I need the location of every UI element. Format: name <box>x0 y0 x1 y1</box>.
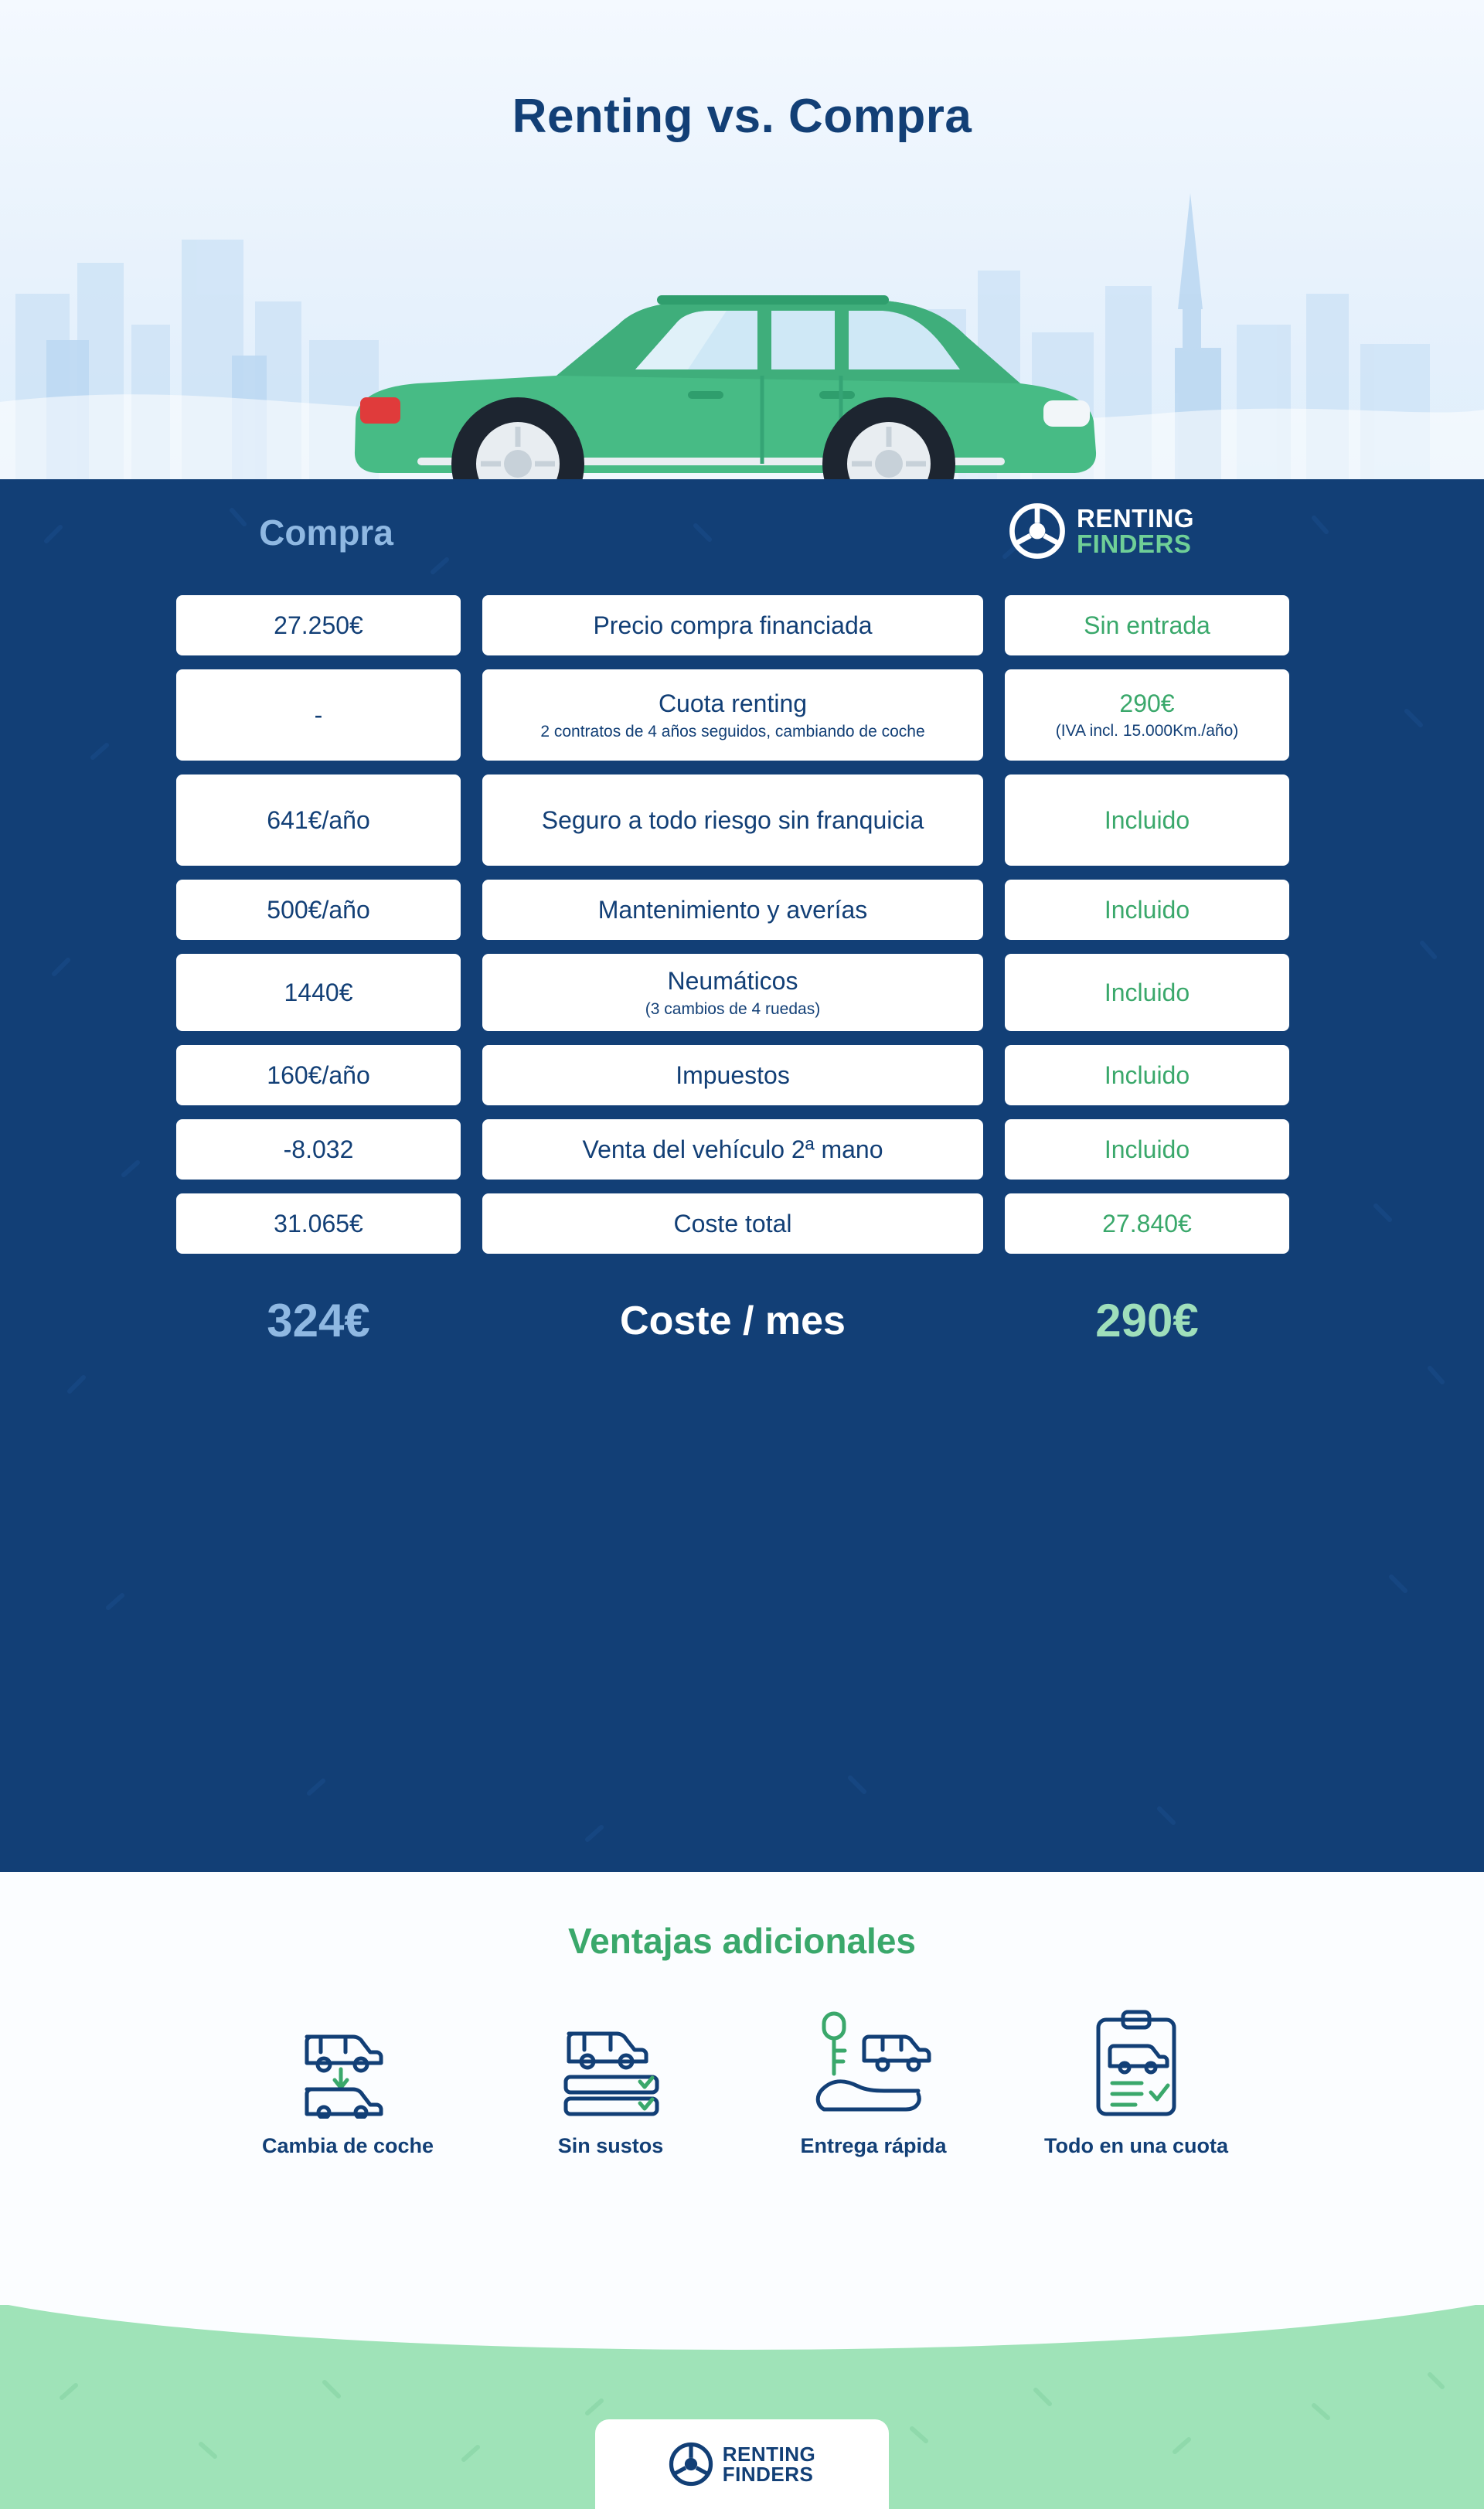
advantages-list <box>0 1999 1484 2160</box>
label-subtext: (3 cambios de 4 ruedas) <box>645 1000 821 1019</box>
row-label <box>482 774 983 866</box>
value-text: -8.032 <box>283 1135 354 1163</box>
row-left-value <box>176 1119 461 1180</box>
total-left-value: 324€ <box>267 1295 370 1346</box>
advantages-section <box>0 1872 1484 2305</box>
value-subtext: (IVA incl. 15.000Km./año) <box>1055 721 1239 740</box>
value-text: Incluido <box>1104 1060 1190 1089</box>
value-text: 1440€ <box>284 978 353 1006</box>
row-right-value <box>1005 595 1289 655</box>
label-text: Impuestos <box>676 1061 790 1089</box>
advantage-label: Sin sustos <box>557 2134 664 2157</box>
value-text: 290€ <box>1119 689 1175 717</box>
value-text: 31.065€ <box>274 1209 363 1237</box>
row-label <box>482 595 983 655</box>
row-label <box>482 1045 983 1105</box>
footer-logo-card <box>595 2419 889 2509</box>
value-text: 160€/año <box>267 1060 370 1089</box>
footer-logo-line-2: FINDERS <box>722 2463 814 2486</box>
row-left-value <box>176 954 461 1031</box>
logo-line-2: FINDERS <box>1077 529 1192 558</box>
car-checklist-icon <box>510 1999 711 2123</box>
clipboard-car-icon <box>1036 1999 1237 2123</box>
green-suv-illustration <box>325 232 1121 479</box>
row-left-value <box>176 1045 461 1105</box>
value-text: Sin entrada <box>1084 611 1210 639</box>
total-label: Coste / mes <box>620 1298 846 1343</box>
comparison-section <box>0 479 1484 1872</box>
advantage-item <box>1036 1999 1237 2160</box>
value-text: 641€/año <box>267 805 370 834</box>
row-left-value <box>176 880 461 940</box>
column-headers <box>0 479 1484 595</box>
table-row <box>176 1045 1308 1105</box>
value-text: 500€/año <box>267 895 370 924</box>
value-text: Incluido <box>1104 895 1190 924</box>
label-text: Seguro a todo riesgo sin franquicia <box>541 806 924 834</box>
table-row <box>176 669 1308 761</box>
value-text: 27.840€ <box>1102 1209 1192 1237</box>
table-row <box>176 1193 1308 1254</box>
row-label <box>482 669 983 761</box>
row-right-value <box>1005 669 1289 761</box>
label-text: Coste total <box>673 1210 792 1237</box>
car-swap-icon <box>247 1999 448 2123</box>
total-right-value: 290€ <box>1095 1295 1199 1346</box>
label-text: Cuota renting <box>658 689 808 718</box>
comparison-rows <box>0 595 1484 1254</box>
row-left-value <box>176 595 461 655</box>
footer-logo-line-1: RENTING <box>722 2443 816 2466</box>
table-row <box>176 1119 1308 1180</box>
value-text: Incluido <box>1104 1135 1190 1163</box>
row-left-value <box>176 669 461 761</box>
key-handover-icon <box>773 1999 974 2123</box>
steering-wheel-logo-icon <box>1009 502 1066 560</box>
label-text: Neumáticos <box>667 967 798 996</box>
advantage-label: Entrega rápida <box>800 2134 947 2157</box>
hero-section <box>0 0 1484 479</box>
row-label <box>482 1119 983 1180</box>
row-right-value <box>1005 880 1289 940</box>
advantage-label: Todo en una cuota <box>1044 2134 1228 2157</box>
steering-wheel-logo-icon <box>669 2442 713 2487</box>
total-row <box>0 1268 1484 1347</box>
row-label <box>482 1193 983 1254</box>
label-text: Venta del vehículo 2ª mano <box>582 1135 883 1163</box>
table-row <box>176 880 1308 940</box>
value-text: Incluido <box>1104 978 1190 1006</box>
label-text: Mantenimiento y averías <box>597 896 868 924</box>
table-row <box>176 774 1308 866</box>
value-text: 27.250€ <box>274 611 363 639</box>
advantage-item <box>247 1999 448 2160</box>
row-label <box>482 880 983 940</box>
table-row <box>176 954 1308 1031</box>
row-right-value <box>1005 1045 1289 1105</box>
header-compra: Compra <box>259 512 393 553</box>
row-right-value <box>1005 1193 1289 1254</box>
row-right-value <box>1005 1119 1289 1180</box>
label-text: Precio compra financiada <box>593 611 873 639</box>
header-rentingfinders-logo <box>1009 502 1302 560</box>
row-right-value <box>1005 954 1289 1031</box>
value-text: - <box>314 700 323 729</box>
logo-line-1: RENTING <box>1077 504 1194 533</box>
footer-section <box>0 2305 1484 2509</box>
advantage-label: Cambia de coche <box>261 2134 434 2157</box>
row-label <box>482 954 983 1031</box>
label-subtext: 2 contratos de 4 años seguidos, cambiando de coche <box>540 723 925 741</box>
advantage-item <box>773 1999 974 2160</box>
page-title: Renting vs. Compra <box>512 90 972 143</box>
row-left-value <box>176 1193 461 1254</box>
advantage-item <box>510 1999 711 2160</box>
advantages-title: Ventajas adicionales <box>567 1921 916 1961</box>
row-right-value <box>1005 774 1289 866</box>
value-text: Incluido <box>1104 805 1190 834</box>
table-row <box>176 595 1308 655</box>
row-left-value <box>176 774 461 866</box>
